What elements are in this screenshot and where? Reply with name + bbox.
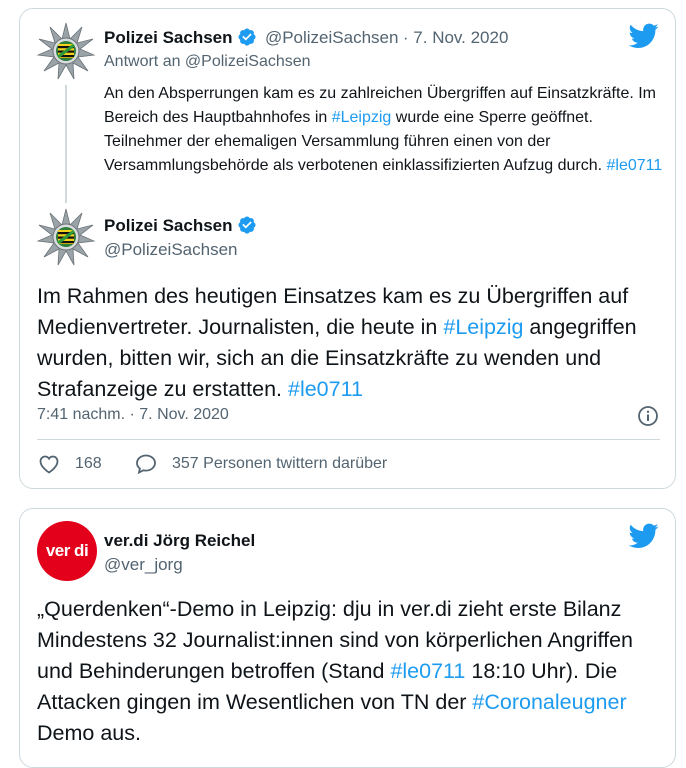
twitter-bird-icon[interactable]	[629, 23, 659, 49]
text-segment: Demo aus.	[37, 721, 141, 745]
divider	[37, 439, 660, 440]
speech-bubble-icon	[134, 452, 158, 476]
main-tweet-text	[37, 281, 667, 405]
verified-badge-icon	[237, 215, 257, 235]
text-segment: wurde eine Sperre geöffnet. Teilnehmer der ehemaligen Versammlung führen einen von der Versammlungsbehörde als verbotenen einklassifizierten Aufzug durch.	[104, 109, 607, 174]
police-star-logo-avatar[interactable]	[36, 21, 96, 81]
text-segment: angegriffen wurden, bitten wir, sich an die Einsatzkräfte zu wenden und Strafanzeige zu erstatten.	[37, 315, 637, 401]
like-button[interactable]	[37, 452, 102, 476]
tweet-timestamp[interactable]: 7:41 nachm. · 7. Nov. 2020	[37, 406, 229, 423]
text-segment: „Querdenken“-Demo in Leipzig: dju in ver.di zieht erste Bilanz Mindestens 32 Journalist:innen sind von körperlichen Angriffen und Behinderungen betroffen (Stand	[37, 597, 633, 683]
police-star-logo-avatar[interactable]	[36, 207, 96, 267]
hashtag-link[interactable]: #Leipzig	[443, 315, 524, 339]
police-star-logo	[36, 207, 96, 267]
tweet-date[interactable]: · 7. Nov. 2020	[402, 28, 509, 47]
tweet-card-polizei[interactable]	[19, 8, 676, 489]
reply-tweet-text	[104, 82, 664, 178]
author-name	[104, 531, 255, 551]
reply-header	[104, 27, 508, 48]
thread-line	[65, 85, 67, 203]
hashtag-link[interactable]: #Leipzig	[331, 109, 392, 126]
text-segment: An den Absperrungen kam es zu zahlreichen Übergriffen auf Einsatzkräfte. Im Bereich des Hauptbahnhofes in	[104, 85, 657, 126]
verdi-logo-avatar[interactable]	[37, 521, 97, 581]
twitter-bird-icon[interactable]	[629, 523, 659, 549]
hashtag-link[interactable]: #le0711	[390, 659, 466, 683]
author-name[interactable]: Polizei Sachsen	[104, 28, 233, 47]
tweet-card-verdi[interactable]	[19, 508, 676, 768]
author-name[interactable]: Polizei Sachsen	[104, 216, 233, 235]
text-segment: Im Rahmen des heutigen Einsatzes kam es zu Übergriffen auf Medienvertreter. Journalisten, die heute in	[37, 284, 629, 339]
main-author-name-row	[104, 215, 257, 236]
replying-to-label: Antwort an @PolizeiSachsen	[104, 53, 311, 70]
author-handle[interactable]: @ver_jorg	[104, 555, 183, 574]
author-handle[interactable]: @PolizeiSachsen	[264, 28, 399, 47]
conversation-button[interactable]	[134, 452, 387, 476]
conversation-label: 357 Personen twittern darüber	[172, 455, 388, 472]
info-icon[interactable]	[636, 404, 660, 428]
text-segment: 18:10 Uhr). Die Attacken gingen im Wesentlichen von TN der	[37, 659, 618, 714]
author-handle[interactable]: @PolizeiSachsen	[104, 240, 238, 259]
police-star-logo	[36, 21, 96, 81]
verified-badge-icon	[237, 27, 257, 47]
verdi-logo-text: ver di	[45, 541, 89, 560]
author-name-text[interactable]: ver.di Jörg Reichel	[104, 531, 256, 550]
verdi-tweet-text	[37, 594, 673, 749]
hashtag-link[interactable]: #le0711	[287, 377, 363, 401]
like-count: 168	[75, 455, 102, 472]
heart-icon	[37, 452, 61, 476]
hashtag-link[interactable]: #Coronaleugner	[472, 690, 627, 714]
hashtag-link[interactable]: #le0711	[606, 157, 663, 174]
